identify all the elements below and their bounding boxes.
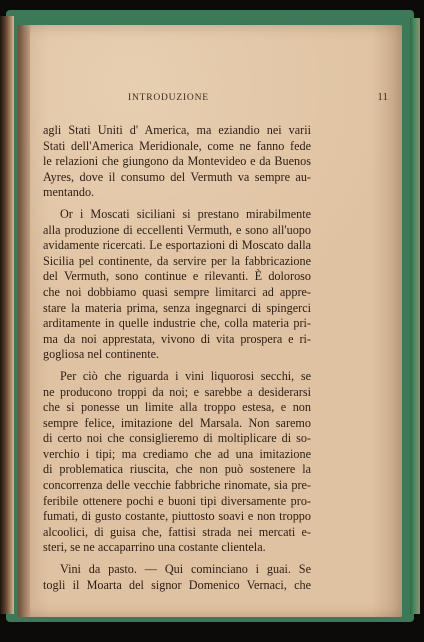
text-line: Vini da pasto. — Qui cominciano i guai. Se (60, 562, 311, 577)
text-line: del Vermuth, sono continue e rilevanti. È doloroso (43, 269, 311, 284)
text-line: avidamente ricercati. Le esportazioni di Moscato dalla (43, 238, 311, 253)
book-cover (6, 10, 414, 622)
text-line: di certo noi che consiglieremo di moltiplicare di so- (43, 431, 311, 446)
page-gutter (18, 25, 30, 617)
text-line: sempre felice, imitazione del Marsala. Non saremo (43, 415, 311, 430)
text-line: mentando. (43, 185, 95, 200)
text-line: Sicilia pel continente, da servire per la fabbricazione (43, 253, 311, 268)
text-line: che noi dobbiamo quasi sempre limitarci ad appre- (43, 284, 311, 299)
text-line: alcoolici, di guisa che, fattisi strada nei mercati e- (43, 524, 311, 539)
text-line: le relazioni che giungono da Montevideo e da Buenos (43, 154, 311, 169)
text-line: che si ponesse un limite alla troppo estesa, e non (43, 400, 311, 415)
text-line: Stati dell'America Meridionale, come ne fanno fede (43, 138, 311, 153)
text-line: steri, se ne accaparrino una costante clientela. (43, 540, 266, 555)
running-header: INTRODUZIONE (128, 93, 209, 103)
text-line: fumati, di gusto costante, piuttosto soavi e non troppo (43, 509, 311, 524)
body-text (43, 123, 311, 593)
text-line: Per ciò che riguarda i vini liquorosi secchi, se (60, 368, 311, 383)
text-line: alla produzione di eccellenti Vermuth, e sono all'uopo (43, 222, 311, 237)
text-line: agli Stati Uniti d' America, ma eziandio nei varii (43, 123, 311, 137)
text-line: Or i Moscati siciliani si prestano mirabilmente (60, 206, 311, 221)
text-line: ne producono troppi da noi; e sarebbe a desiderarsi (43, 384, 311, 399)
text-line: di problematica riuscita, che non può sostenere la (43, 462, 311, 477)
text-line: togli il Moarta del signor Domenico Vernaci, che (43, 577, 311, 592)
book-page (18, 25, 402, 617)
text-line: gogliosa nel continente. (43, 347, 160, 362)
text-line: arditamente in quelle industrie che, colla materia pri- (43, 316, 311, 331)
text-line: verchio i tipi; ma crediamo che ad una imitazione (43, 446, 311, 461)
text-line: stare la materia prima, senza ingegnarci di spingerci (43, 300, 311, 315)
text-line: concorrenza delle vecchie fabbriche rinomate, sia pre- (43, 478, 311, 493)
text-line: ma da noi apprestata, vivono di vita prospera e ri- (43, 331, 311, 346)
text-line: feribile ottenere pochi e buoni tipi diversamente pro- (43, 493, 311, 508)
page-number: 11 (377, 91, 388, 103)
text-line: Ayres, dove il consumo del Vermuth va sempre au- (43, 169, 311, 184)
